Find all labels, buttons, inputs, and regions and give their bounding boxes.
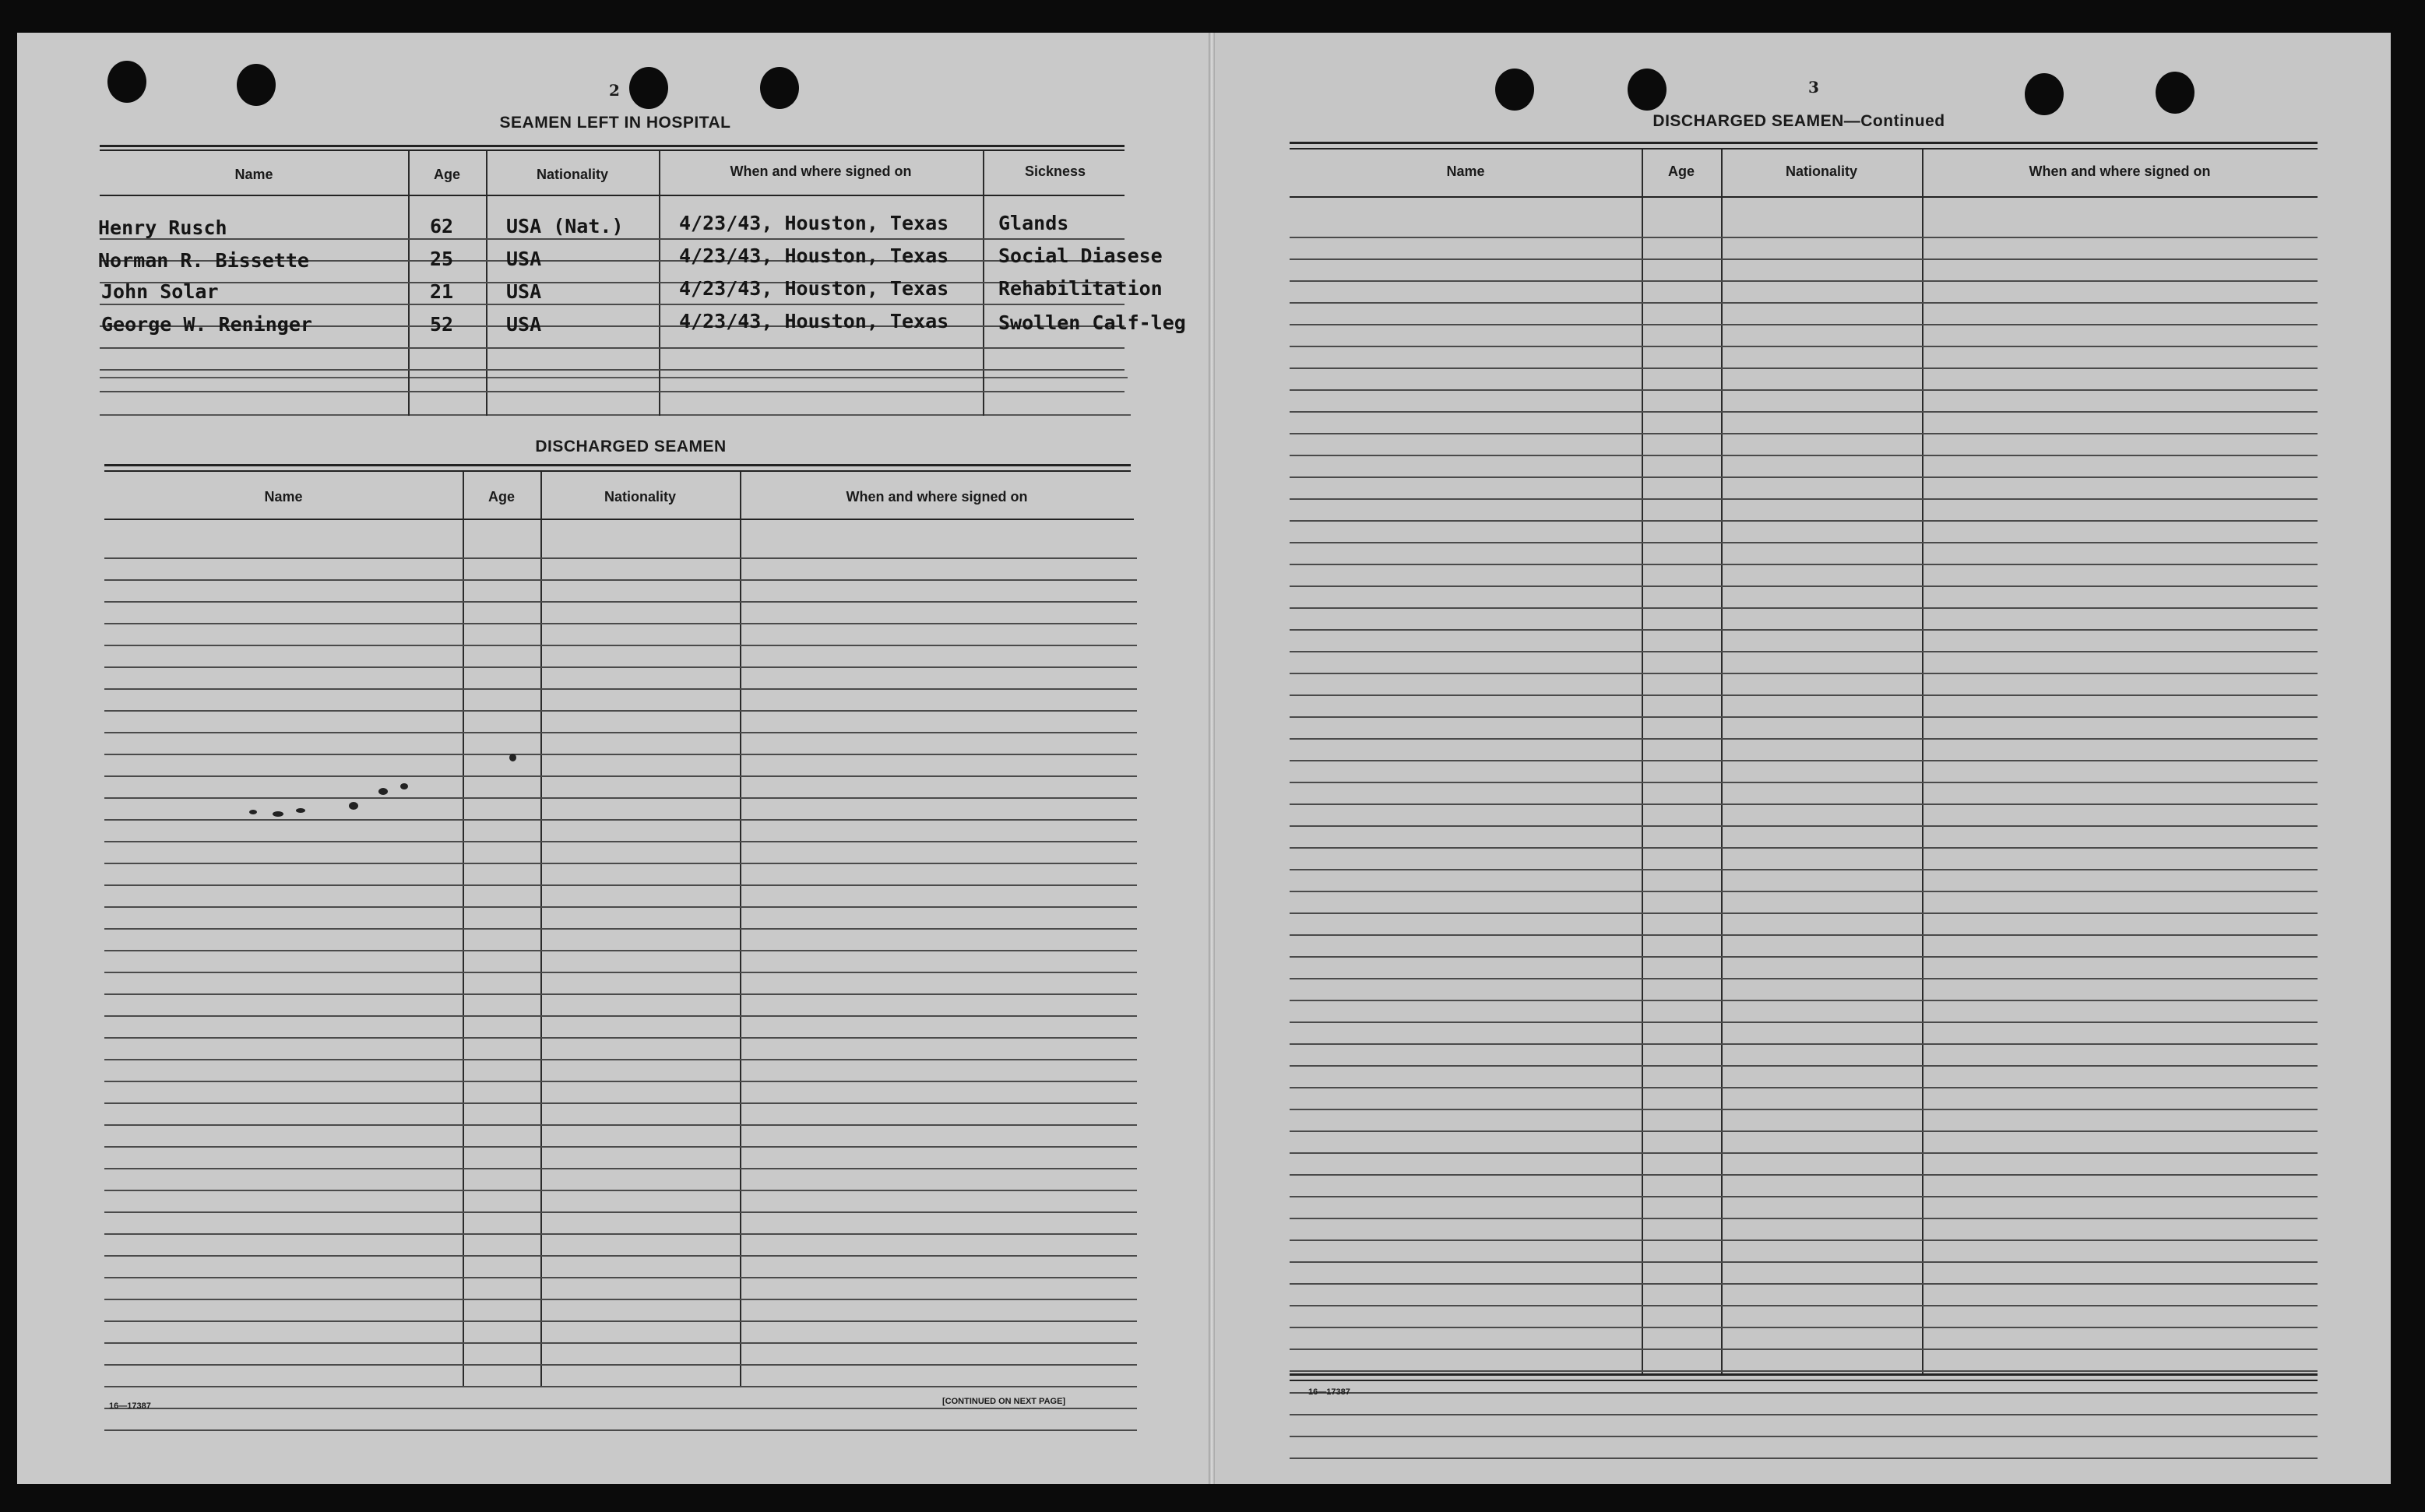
- ruled-line: [1290, 914, 2318, 936]
- right-row-lines: [1290, 216, 2318, 1459]
- ruled-line: [1290, 1437, 2318, 1459]
- ruled-line: [1290, 1328, 2318, 1350]
- cell-sickness: Social Diasese: [998, 244, 1163, 267]
- cell-signed-on: 4/23/43, Houston, Texas: [679, 310, 949, 332]
- cell-age: 25: [430, 248, 454, 270]
- ruled-line: [104, 930, 1137, 951]
- ruled-line: [104, 1344, 1137, 1366]
- table-rule: [1290, 196, 2318, 198]
- ruled-line: [104, 1060, 1137, 1082]
- discharged-row-lines: [104, 537, 1137, 1431]
- form-code-right: 16—17387: [1308, 1387, 1350, 1397]
- ruled-line: [1290, 1023, 2318, 1045]
- ruled-line: [1290, 718, 2318, 740]
- ruled-line: [104, 690, 1137, 712]
- ink-speck: [378, 788, 388, 795]
- ink-speck: [400, 783, 408, 789]
- ruled-line: [1290, 892, 2318, 914]
- discharged-section-title: DISCHARGED SEAMEN: [535, 438, 727, 455]
- header-signed-on: When and where signed on: [2029, 164, 2211, 179]
- table-rule: [1290, 142, 2318, 144]
- cell-sickness: Glands: [998, 212, 1069, 234]
- continued-note: [CONTINUED ON NEXT PAGE]: [942, 1397, 1066, 1406]
- ruled-line: [1290, 434, 2318, 456]
- ruled-line: [1290, 1067, 2318, 1088]
- ruled-line: [1290, 696, 2318, 718]
- ruled-line: [1290, 391, 2318, 413]
- ruled-line: [104, 973, 1137, 995]
- page-number-left: 2: [609, 81, 620, 100]
- ruled-line: [104, 581, 1137, 603]
- punch-hole: [2156, 72, 2194, 114]
- cell-age: 62: [430, 215, 454, 237]
- ruled-line: [1290, 1263, 2318, 1285]
- ruled-line: [1290, 1001, 2318, 1023]
- ruled-line: [1290, 1088, 2318, 1110]
- ruled-line: [104, 1257, 1137, 1278]
- ruled-line: [1290, 260, 2318, 282]
- hospital-row-lines: [100, 218, 1125, 392]
- table-rule: [1290, 1380, 2318, 1381]
- ruled-line: [1290, 783, 2318, 805]
- cell-sickness: Swollen Calf-leg: [998, 311, 1186, 334]
- ruled-line: [1290, 456, 2318, 478]
- ruled-line: [1290, 740, 2318, 761]
- table-rule: [1290, 1373, 2318, 1376]
- ink-speck: [249, 810, 257, 814]
- ruled-line: [1290, 609, 2318, 631]
- cell-nationality: USA: [506, 280, 542, 303]
- ruled-line: [104, 821, 1137, 842]
- ruled-line: [1290, 565, 2318, 587]
- ruled-line: [1290, 216, 2318, 238]
- ruled-line: [104, 603, 1137, 624]
- ruled-line: [1290, 500, 2318, 522]
- ruled-line: [104, 886, 1137, 908]
- ruled-line: [104, 1148, 1137, 1169]
- ruled-line: [104, 755, 1137, 777]
- table-rule: [104, 470, 1131, 472]
- ruled-line: [104, 1322, 1137, 1344]
- ruled-line: [1290, 1132, 2318, 1154]
- header-nationality: Nationality: [1785, 164, 1857, 179]
- cell-signed-on: 4/23/43, Houston, Texas: [679, 244, 949, 267]
- cell-name: Henry Rusch: [98, 216, 227, 239]
- ruled-line: [104, 1082, 1137, 1104]
- ruled-line: [1290, 1285, 2318, 1306]
- header-name: Name: [264, 489, 303, 505]
- cell-sickness: Rehabilitation: [998, 277, 1163, 300]
- header-name: Name: [234, 167, 273, 182]
- ruled-line: [1290, 282, 2318, 304]
- ruled-line: [1290, 347, 2318, 369]
- ruled-line: [1290, 325, 2318, 347]
- ruled-line: [104, 864, 1137, 886]
- ink-speck: [349, 802, 358, 810]
- table-rule: [104, 464, 1131, 466]
- ruled-line: [1290, 1154, 2318, 1176]
- ruled-line: [1290, 827, 2318, 849]
- cell-age: 21: [430, 280, 454, 303]
- ruled-line: [1290, 413, 2318, 434]
- ruled-line: [104, 1366, 1137, 1387]
- ruled-line: [1290, 1306, 2318, 1328]
- page-fold: [1209, 33, 1215, 1484]
- form-code-left: 16—17387: [109, 1401, 151, 1411]
- ruled-line: [1290, 1219, 2318, 1241]
- header-age: Age: [487, 489, 515, 505]
- ruled-line: [1290, 587, 2318, 609]
- ruled-line: [104, 646, 1137, 668]
- ruled-line: [104, 1039, 1137, 1060]
- table-rule: [100, 195, 1125, 196]
- cell-nationality: USA (Nat.): [506, 215, 624, 237]
- table-rule: [100, 145, 1125, 147]
- ruled-line: [1290, 870, 2318, 892]
- cell-name: George W. Reninger: [101, 313, 312, 336]
- punch-hole: [1495, 69, 1534, 111]
- ink-speck: [273, 811, 283, 817]
- ruled-line: [104, 799, 1137, 821]
- ruled-line: [104, 1017, 1137, 1039]
- cell-signed-on: 4/23/43, Houston, Texas: [679, 212, 949, 234]
- ruled-line: [104, 1126, 1137, 1148]
- ruled-line: [104, 733, 1137, 755]
- ruled-line: [1290, 369, 2318, 391]
- ruled-line: [1290, 1197, 2318, 1219]
- header-sickness: Sickness: [1024, 164, 1086, 179]
- ruled-line: [1290, 1394, 2318, 1415]
- cell-signed-on: 4/23/43, Houston, Texas: [679, 277, 949, 300]
- ruled-line: [104, 1278, 1137, 1300]
- punch-hole: [2025, 73, 2064, 115]
- ruled-line: [104, 995, 1137, 1017]
- ruled-line: [104, 559, 1137, 581]
- header-signed-on: When and where signed on: [846, 489, 1028, 505]
- punch-hole: [237, 64, 276, 106]
- ruled-line: [104, 668, 1137, 690]
- table-rule: [1290, 148, 2318, 149]
- cell-nationality: USA: [506, 313, 542, 336]
- table-rule: [100, 149, 1125, 151]
- ruled-line: [1290, 849, 2318, 870]
- right-section-title: DISCHARGED SEAMEN—Continued: [1652, 112, 1945, 130]
- ruled-line: [1290, 936, 2318, 958]
- ruled-line: [104, 951, 1137, 973]
- ruled-line: [104, 1169, 1137, 1191]
- ruled-line: [1290, 238, 2318, 260]
- ruled-line: [1290, 979, 2318, 1001]
- header-nationality: Nationality: [604, 489, 676, 505]
- ruled-line: [1290, 1176, 2318, 1197]
- ink-speck: [296, 808, 305, 813]
- header-name: Name: [1446, 164, 1485, 179]
- ruled-line: [1290, 1045, 2318, 1067]
- ruled-line: [104, 1409, 1137, 1431]
- hospital-section-title: SEAMEN LEFT IN HOSPITAL: [499, 114, 731, 132]
- ruled-line: [104, 1213, 1137, 1235]
- ruled-line: [1290, 958, 2318, 979]
- header-signed-on: When and where signed on: [730, 164, 912, 179]
- cell-age: 52: [430, 313, 454, 336]
- ruled-line: [104, 1191, 1137, 1213]
- ruled-line: [104, 908, 1137, 930]
- cell-name: Norman R. Bissette: [98, 249, 309, 272]
- header-age: Age: [1667, 164, 1695, 179]
- ruled-line: [1290, 652, 2318, 674]
- cell-nationality: USA: [506, 248, 542, 270]
- page-number-right: 3: [1808, 78, 1819, 97]
- ruled-line: [1290, 1241, 2318, 1263]
- ruled-line: [1290, 1415, 2318, 1437]
- punch-hole: [1628, 69, 1667, 111]
- ruled-line: [104, 1235, 1137, 1257]
- ruled-line: [1290, 304, 2318, 325]
- ruled-line: [1290, 1350, 2318, 1372]
- ruled-line: [104, 712, 1137, 733]
- ruled-line: [1290, 805, 2318, 827]
- ruled-line: [1290, 674, 2318, 696]
- ruled-line: [104, 537, 1137, 559]
- ruled-line: [1290, 478, 2318, 500]
- ruled-line: [104, 1104, 1137, 1126]
- table-rule: [100, 414, 1131, 416]
- ruled-line: [104, 842, 1137, 864]
- ruled-line: [104, 624, 1137, 646]
- punch-hole: [107, 61, 146, 103]
- ruled-line: [1290, 761, 2318, 783]
- header-nationality: Nationality: [536, 167, 608, 182]
- ruled-line: [1290, 543, 2318, 565]
- punch-hole: [760, 67, 799, 109]
- punch-hole: [629, 67, 668, 109]
- ruled-line: [1290, 1110, 2318, 1132]
- ruled-line: [104, 777, 1137, 799]
- ink-speck: [509, 754, 516, 761]
- table-rule: [104, 519, 1134, 520]
- header-age: Age: [433, 167, 460, 182]
- ruled-line: [104, 1300, 1137, 1322]
- ruled-line: [1290, 631, 2318, 652]
- ruled-line: [1290, 522, 2318, 543]
- cell-name: John Solar: [101, 280, 219, 303]
